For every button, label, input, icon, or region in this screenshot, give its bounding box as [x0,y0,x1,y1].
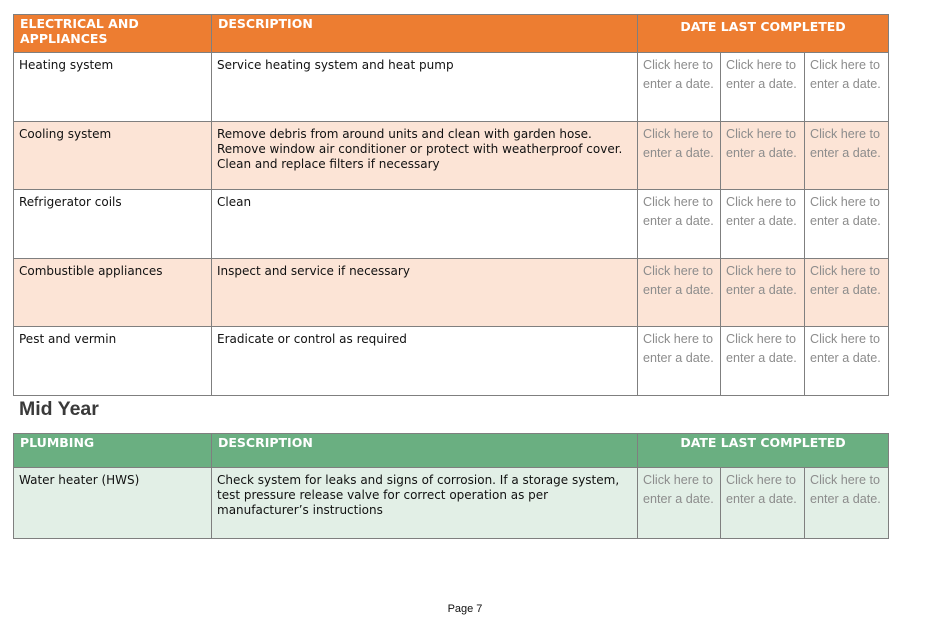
column-header-date-last-completed: DATE LAST COMPLETED [638,434,889,468]
item-description: Service heating system and heat pump [212,53,638,122]
date-picker-field[interactable]: Click here to enter a date. [805,122,889,190]
table-row [14,259,889,327]
item-description: Remove debris from around units and clean with garden hose. Remove window air conditioner or protect with weatherproof cover. Clean and replace filters if necessary [212,122,638,190]
page-number: Page 7 [447,603,483,615]
column-header-category: PLUMBING [14,434,212,468]
table-header-row [14,434,889,468]
column-header-description: DESCRIPTION [212,15,638,53]
section-title: Mid Year [19,398,99,420]
item-name: Cooling system [14,122,212,190]
column-header-category: ELECTRICAL AND APPLIANCES [14,15,212,53]
date-picker-field[interactable]: Click here to enter a date. [805,468,889,539]
plumbing-table [13,433,889,539]
date-picker-field[interactable]: Click here to enter a date. [805,190,889,259]
date-picker-field[interactable]: Click here to enter a date. [721,468,805,539]
item-name: Refrigerator coils [14,190,212,259]
date-picker-field[interactable]: Click here to enter a date. [721,122,805,190]
item-description: Eradicate or control as required [212,327,638,396]
item-description: Inspect and service if necessary [212,259,638,327]
item-name: Pest and vermin [14,327,212,396]
date-picker-field[interactable]: Click here to enter a date. [638,327,721,396]
column-header-date-last-completed: DATE LAST COMPLETED [638,15,889,53]
item-description: Check system for leaks and signs of corrosion. If a storage system, test pressure release valve for correct operation as per manufacturer’s instructions [212,468,638,539]
item-name: Heating system [14,53,212,122]
date-picker-field[interactable]: Click here to enter a date. [721,259,805,327]
date-picker-field[interactable]: Click here to enter a date. [721,190,805,259]
date-picker-field[interactable]: Click here to enter a date. [805,259,889,327]
table-row [14,190,889,259]
date-picker-field[interactable]: Click here to enter a date. [721,53,805,122]
item-name: Water heater (HWS) [14,468,212,539]
date-picker-field[interactable]: Click here to enter a date. [638,53,721,122]
electrical-appliances-table [13,14,889,396]
table-header-row [14,15,889,53]
date-picker-field[interactable]: Click here to enter a date. [638,122,721,190]
item-description: Clean [212,190,638,259]
item-name: Combustible appliances [14,259,212,327]
table-row [14,327,889,396]
table-row [14,122,889,190]
column-header-description: DESCRIPTION [212,434,638,468]
date-picker-field[interactable]: Click here to enter a date. [721,327,805,396]
table-row [14,53,889,122]
date-picker-field[interactable]: Click here to enter a date. [638,468,721,539]
date-picker-field[interactable]: Click here to enter a date. [805,327,889,396]
date-picker-field[interactable]: Click here to enter a date. [805,53,889,122]
date-picker-field[interactable]: Click here to enter a date. [638,259,721,327]
table-row [14,468,889,539]
date-picker-field[interactable]: Click here to enter a date. [638,190,721,259]
